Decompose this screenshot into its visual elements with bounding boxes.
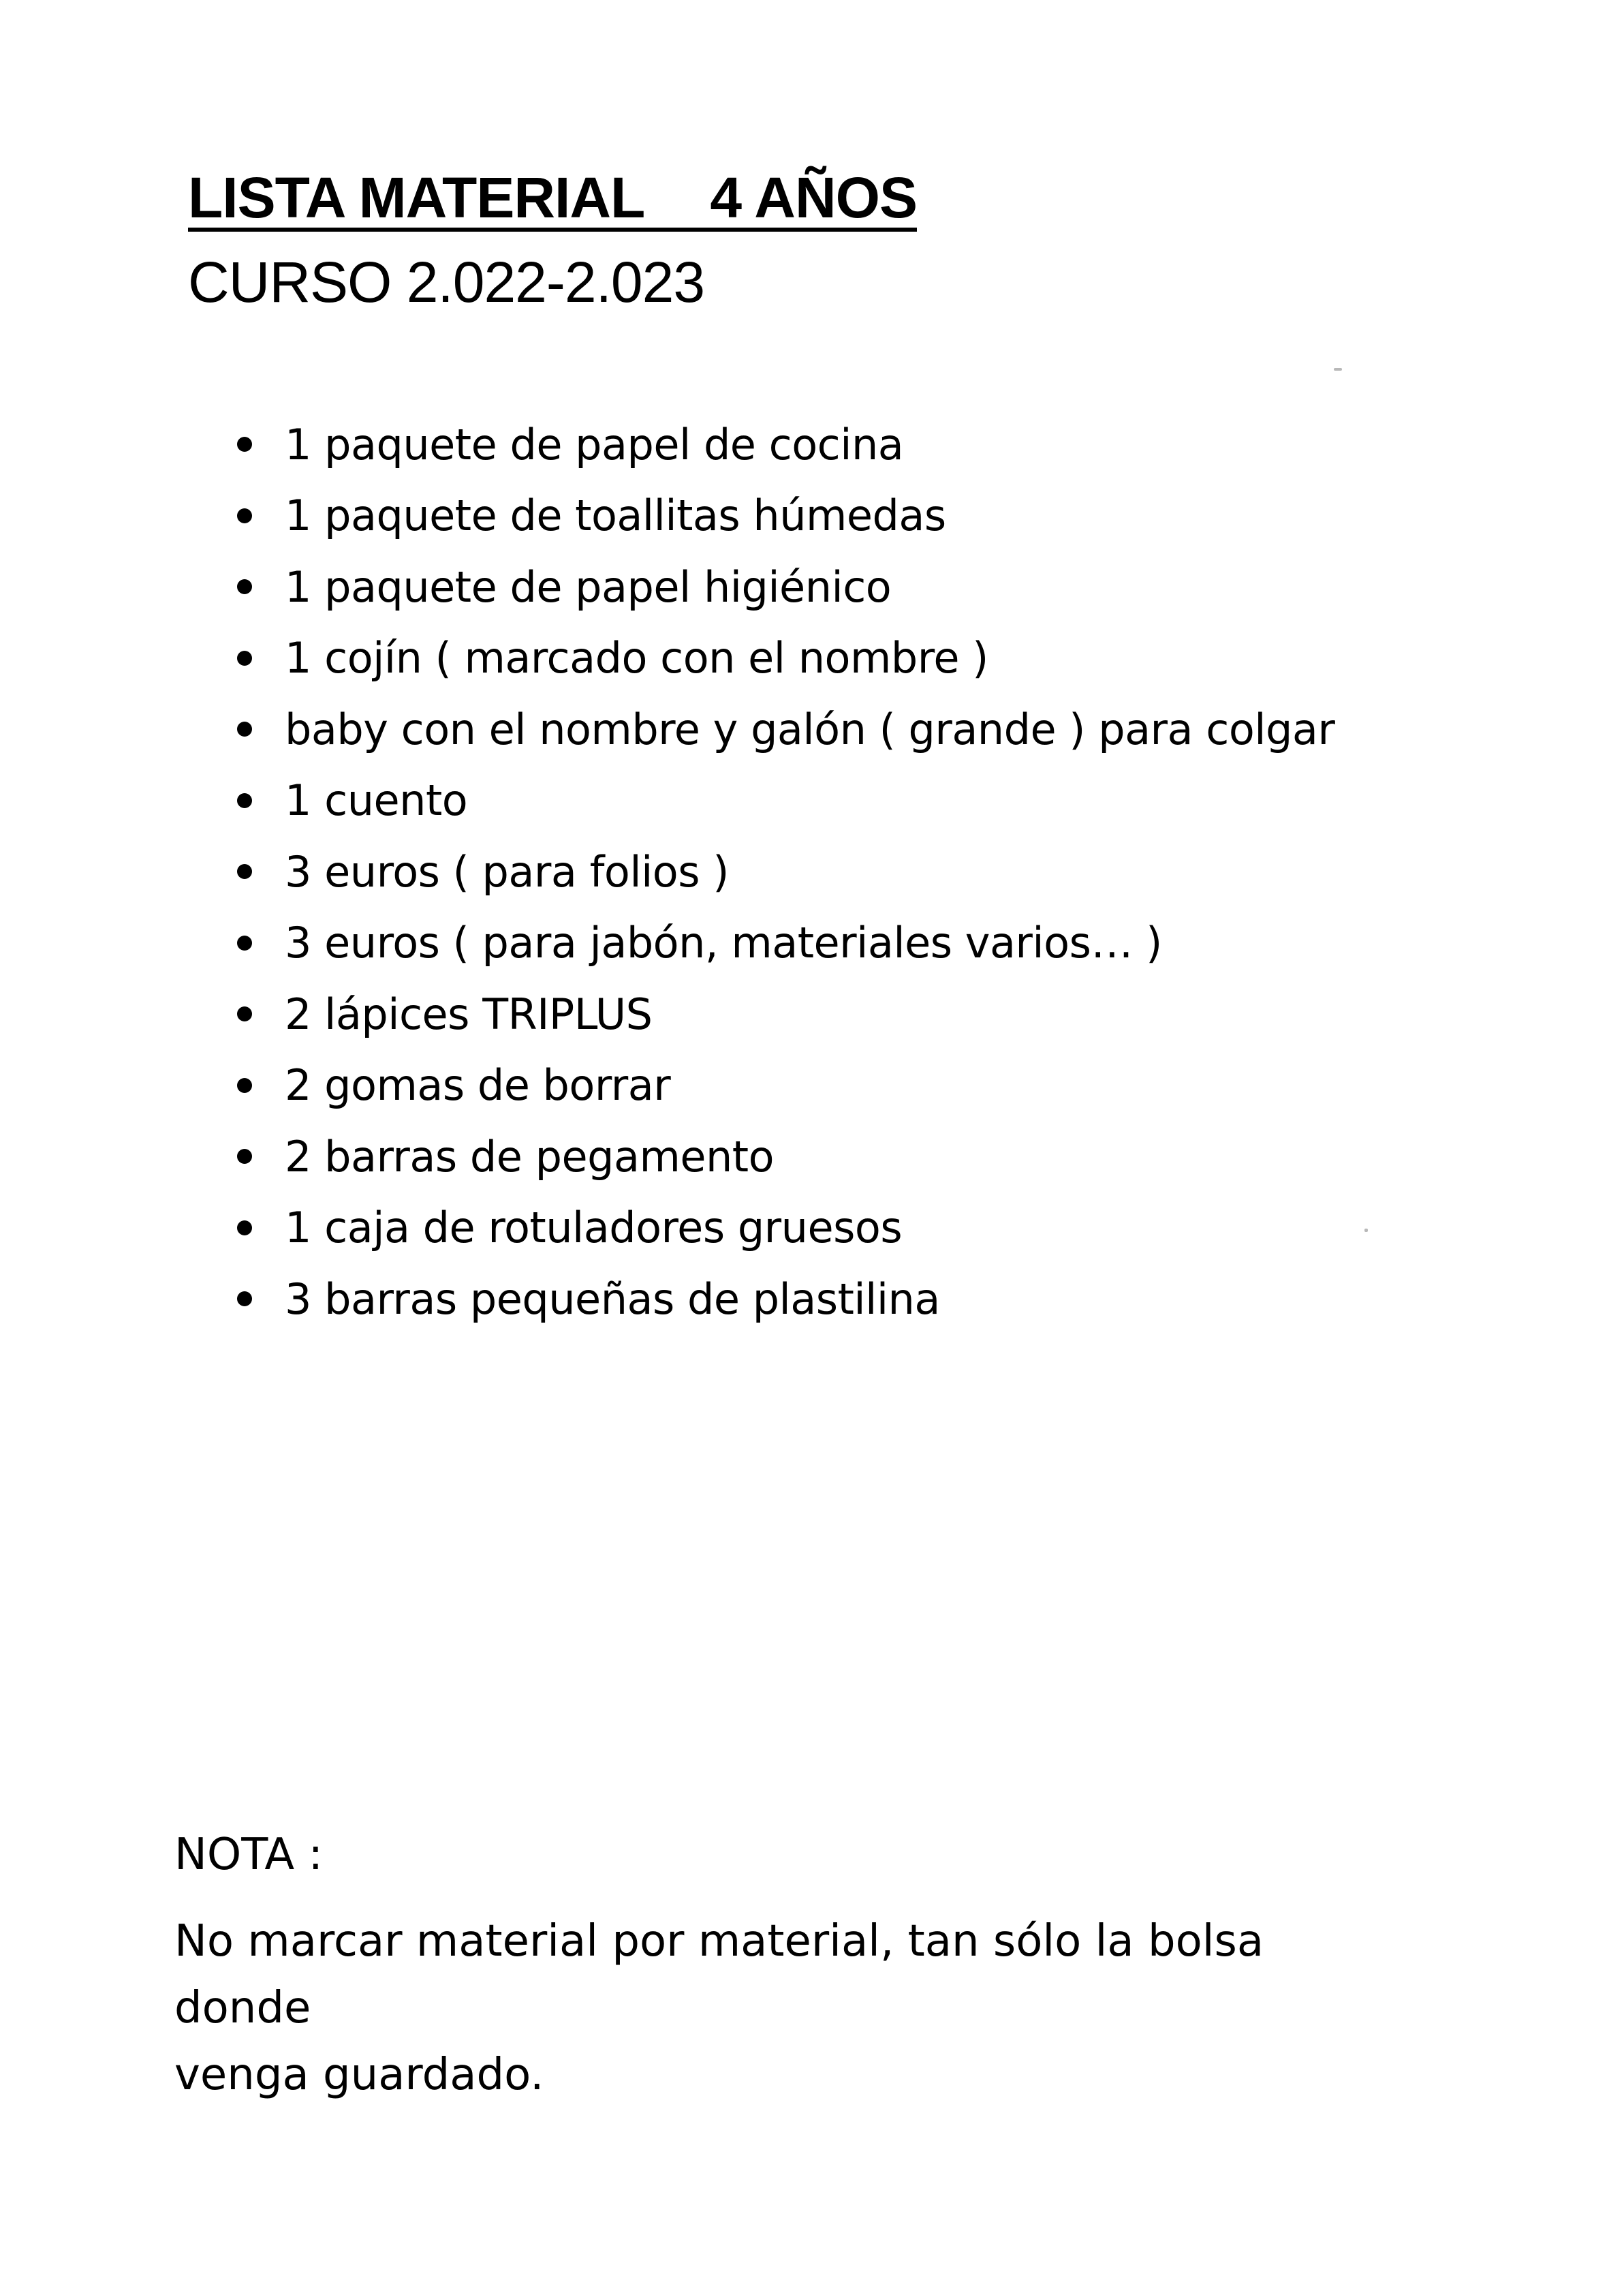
list-item-text: 1 paquete de toallitas húmedas bbox=[285, 491, 946, 541]
list-item bbox=[237, 409, 1334, 480]
list-item-text: 1 cuento bbox=[285, 775, 468, 826]
note-text: No marcar material por material, tan sólo la bolsa donde venga guardado. bbox=[174, 1916, 1264, 2100]
course-subtitle: CURSO 2.022-2.023 bbox=[188, 250, 705, 314]
list-item bbox=[237, 1121, 1334, 1192]
list-item bbox=[237, 979, 1334, 1050]
list-item-text: baby con el nombre y galón ( grande ) para colgar bbox=[285, 704, 1335, 754]
list-item-text: 2 barras de pegamento bbox=[285, 1131, 775, 1182]
bullet-icon bbox=[237, 1078, 252, 1093]
list-item-text: 1 cojín ( marcado con el nombre ) bbox=[285, 633, 988, 683]
materials-list bbox=[237, 409, 1334, 1335]
page-title bbox=[188, 166, 917, 232]
bullet-icon bbox=[237, 579, 252, 594]
list-item bbox=[237, 480, 1334, 552]
bullet-icon bbox=[237, 793, 252, 808]
list-item-text: 3 euros ( para folios ) bbox=[285, 846, 729, 897]
title-text: LISTA MATERIAL bbox=[188, 166, 645, 230]
bullet-icon bbox=[237, 1220, 252, 1235]
bullet-icon bbox=[237, 1149, 252, 1164]
list-item bbox=[237, 551, 1334, 623]
list-item bbox=[237, 1050, 1334, 1122]
note-label: NOTA : bbox=[174, 1830, 324, 1880]
list-item-text: 1 paquete de papel de cocina bbox=[285, 419, 904, 469]
list-item-text: 3 barras pequeñas de plastilina bbox=[285, 1274, 940, 1324]
list-item bbox=[237, 694, 1334, 765]
list-item bbox=[237, 623, 1334, 694]
title-age: 4 AÑOS bbox=[710, 166, 917, 230]
bullet-icon bbox=[237, 508, 252, 523]
bullet-icon bbox=[237, 722, 252, 737]
list-item-text: 1 paquete de papel higiénico bbox=[285, 561, 892, 612]
scan-speck bbox=[1364, 1229, 1368, 1232]
list-item-text: 3 euros ( para jabón, materiales varios… ) bbox=[285, 918, 1162, 968]
scan-speck bbox=[1334, 368, 1342, 371]
list-item-text: 1 caja de rotuladores gruesos bbox=[285, 1203, 903, 1253]
bullet-icon bbox=[237, 437, 252, 452]
bullet-icon bbox=[237, 864, 252, 879]
list-item-text: 2 lápices TRIPLUS bbox=[285, 989, 653, 1039]
bullet-icon bbox=[237, 651, 252, 666]
bullet-icon bbox=[237, 1291, 252, 1306]
list-item bbox=[237, 765, 1334, 837]
bullet-icon bbox=[237, 1006, 252, 1021]
bullet-icon bbox=[237, 936, 252, 951]
list-item-text: 2 gomas de borrar bbox=[285, 1060, 671, 1111]
list-item bbox=[237, 1263, 1334, 1335]
list-item bbox=[237, 836, 1334, 908]
list-item bbox=[237, 1192, 1334, 1264]
list-item bbox=[237, 908, 1334, 979]
